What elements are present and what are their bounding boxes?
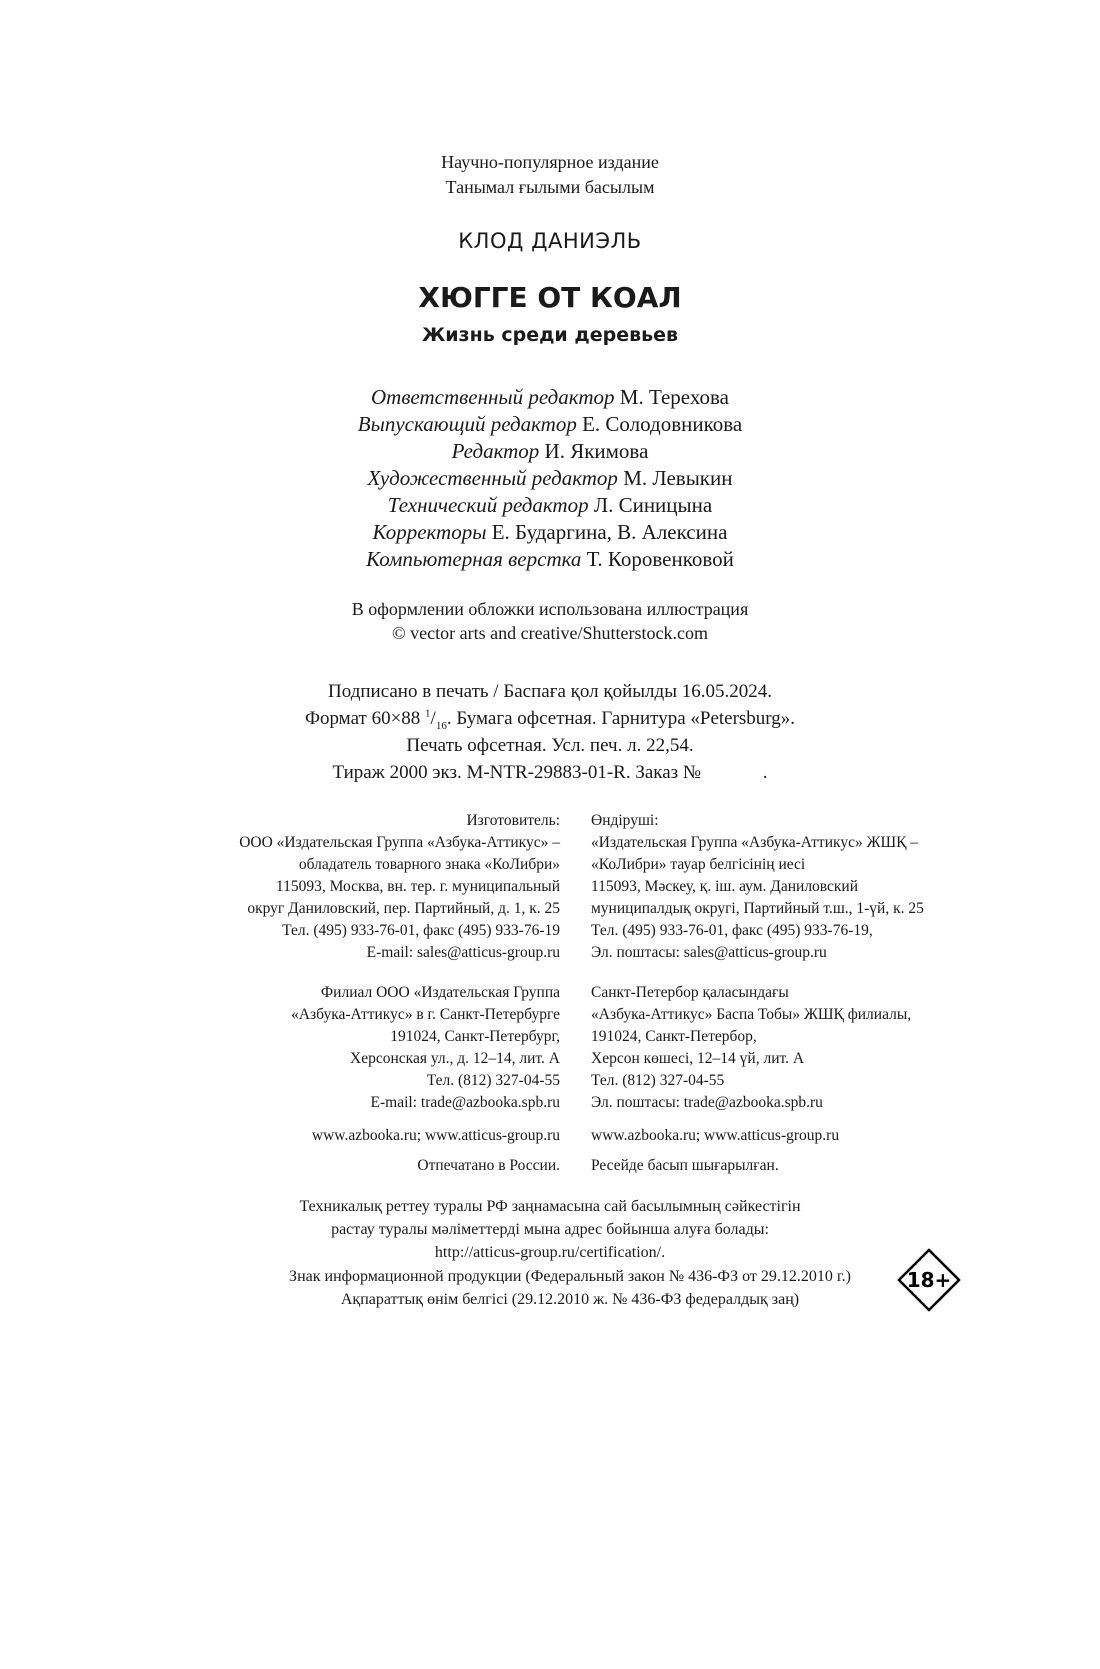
- age-rating-label: 18+: [906, 1268, 952, 1292]
- info-sign-kz: Ақпараттық өнім белгісі (29.12.2010 ж. № 436-ФЗ федералдық заң): [340, 1291, 800, 1308]
- credit-role: Компьютерная верстка: [366, 547, 582, 571]
- branch-ru: [291, 982, 560, 1114]
- credit-person: М. Терехова: [619, 385, 729, 409]
- credit-role: Ответственный редактор: [370, 385, 615, 409]
- manufacturer-ru: [239, 810, 560, 964]
- manufacturer-ru-line: обладатель товарного знака «КоЛибри»: [298, 856, 560, 873]
- manufacturer-kz-line: муниципалдық округі, Партийный т.ш., 1-үй, к. 25: [591, 900, 924, 917]
- format-prefix: Формат 60×88: [304, 708, 426, 729]
- manufacturer-kz: [591, 810, 924, 964]
- manufacturer-kz-line: «Издательская Группа «Азбука-Аттикус» ЖШҚ –: [591, 834, 919, 851]
- credit-person: Т. Коровенковой: [586, 547, 734, 571]
- credit-person: М. Левыкин: [623, 466, 733, 490]
- cover-note-line: В оформлении обложки использована иллюстрация: [351, 599, 749, 619]
- credit-role: Технический редактор: [387, 493, 589, 517]
- credit-line: [0, 384, 1100, 411]
- branch-ru-line: Филиал ООО «Издательская Группа: [320, 984, 560, 1001]
- signed-to-print: Подписано в печать / Баспаға қол қойылды 16.05.2024.: [328, 681, 772, 702]
- credit-person: Е. Солодовникова: [582, 412, 743, 436]
- branch-kz-line: Тел. (812) 327-04-55: [591, 1072, 725, 1089]
- book-title: ХЮГГЕ ОТ КОАЛ: [418, 281, 682, 314]
- credits-list: [0, 384, 1100, 573]
- printing-method: Печать офсетная. Усл. печ. л. 22,54.: [406, 735, 694, 756]
- manufacturer-ru-line: Изготовитель:: [466, 812, 560, 829]
- branch-kz-line: «Азбука-Аттикус» Баспа Тобы» ЖШҚ филиалы,: [591, 1006, 912, 1023]
- credit-role: Корректоры: [372, 520, 487, 544]
- credit-line: [0, 465, 1100, 492]
- author-name: КЛОД ДАНИЭЛЬ: [458, 229, 642, 253]
- credit-person: Е. Бударгина, В. Алексина: [491, 520, 728, 544]
- credit-person: И. Якимова: [544, 439, 649, 463]
- certification-line: Техникалық реттеу туралы РФ заңнамасына сай басылымның сәйкестігін: [299, 1198, 801, 1215]
- credit-role: Редактор: [451, 439, 540, 463]
- branch-kz-line: Санкт-Петербор қаласындағы: [591, 984, 789, 1001]
- printed-in-russia-ru: Отпечатано в России.: [417, 1157, 560, 1174]
- cover-copyright: © vector arts and creative/Shutterstock.com: [391, 623, 709, 643]
- format-line: [0, 705, 1100, 732]
- print-run: Тираж 2000 экз. M-NTR-29883-01-R. Заказ № .: [332, 762, 768, 783]
- format-denominator: 16: [435, 719, 447, 732]
- info-sign-ru: Знак информационной продукции (Федеральный закон № 436-ФЗ от 29.12.2010 г.): [289, 1268, 851, 1285]
- manufacturer-ru-line: Тел. (495) 933-76-01, факс (495) 933-76-19: [282, 922, 560, 939]
- age-rating-badge: [897, 1248, 961, 1312]
- certification-url: http://atticus-group.ru/certification/.: [434, 1244, 666, 1261]
- branch-kz-line: Херсон көшесі, 12–14 үй, лит. А: [591, 1050, 805, 1067]
- book-subtitle: Жизнь среди деревьев: [421, 324, 679, 346]
- branch-kz-line: 191024, Санкт-Петербор,: [591, 1028, 757, 1045]
- branch-ru-line: Тел. (812) 327-04-55: [426, 1072, 560, 1089]
- manufacturer-kz-line: «КоЛибри» тауар белгісінің иесі: [591, 856, 806, 873]
- branch-kz-email: Эл. поштасы: trade@azbooka.spb.ru: [591, 1094, 823, 1111]
- format-slash: /: [430, 708, 436, 729]
- credit-line: [0, 411, 1100, 438]
- printed-in-russia-kz: Ресейде басып шығарылған.: [591, 1157, 779, 1174]
- edition-type-kz: Танымал ғылыми басылым: [445, 177, 655, 197]
- credit-line: [0, 519, 1100, 546]
- format-suffix: . Бумага офсетная. Гарнитура «Petersburg».: [446, 708, 796, 729]
- manufacturer-kz-line: Өндіруші:: [591, 812, 659, 829]
- branch-ru-line: Херсонская ул., д. 12–14, лит. А: [350, 1050, 560, 1067]
- edition-type-ru: Научно-популярное издание: [441, 152, 659, 172]
- edition-type: [0, 150, 1100, 200]
- manufacturer-ru-email: E-mail: sales@atticus-group.ru: [366, 944, 560, 961]
- manufacturer-kz-line: 115093, Мәскеу, қ. іш. аум. Даниловский: [591, 878, 859, 895]
- branch-ru-email: E-mail: trade@azbooka.spb.ru: [370, 1094, 560, 1111]
- websites-ru: www.azbooka.ru; www.atticus-group.ru: [311, 1127, 560, 1144]
- credit-role: Художественный редактор: [367, 466, 618, 490]
- branch-kz: [591, 982, 911, 1114]
- manufacturer-kz-line: Тел. (495) 933-76-01, факс (495) 933-76-19,: [591, 922, 873, 939]
- credit-person: Л. Синицына: [593, 493, 713, 517]
- manufacturer-ru-line: округ Даниловский, пер. Партийный, д. 1, к. 25: [247, 900, 560, 917]
- format-numerator: 1: [425, 707, 431, 720]
- info-sign-text: [230, 1265, 910, 1311]
- credit-line: [0, 438, 1100, 465]
- credit-role: Выпускающий редактор: [357, 412, 577, 436]
- manufacturer-kz-email: Эл. поштасы: sales@atticus-group.ru: [591, 944, 827, 961]
- certification-line: растау туралы мәліметтерді мына адрес бойынша алуға болады:: [331, 1221, 769, 1238]
- manufacturer-ru-line: ООО «Издательская Группа «Азбука-Аттикус» –: [239, 834, 560, 851]
- branch-ru-line: «Азбука-Аттикус» в г. Санкт-Петербурге: [291, 1006, 560, 1023]
- manufacturer-ru-line: 115093, Москва, вн. тер. г. муниципальный: [275, 878, 560, 895]
- credit-line: [0, 546, 1100, 573]
- print-info: [0, 678, 1100, 786]
- branch-ru-line: 191024, Санкт-Петербург,: [390, 1028, 560, 1045]
- credit-line: [0, 492, 1100, 519]
- cover-illustration-note: [0, 597, 1100, 645]
- websites-kz: www.azbooka.ru; www.atticus-group.ru: [591, 1127, 840, 1144]
